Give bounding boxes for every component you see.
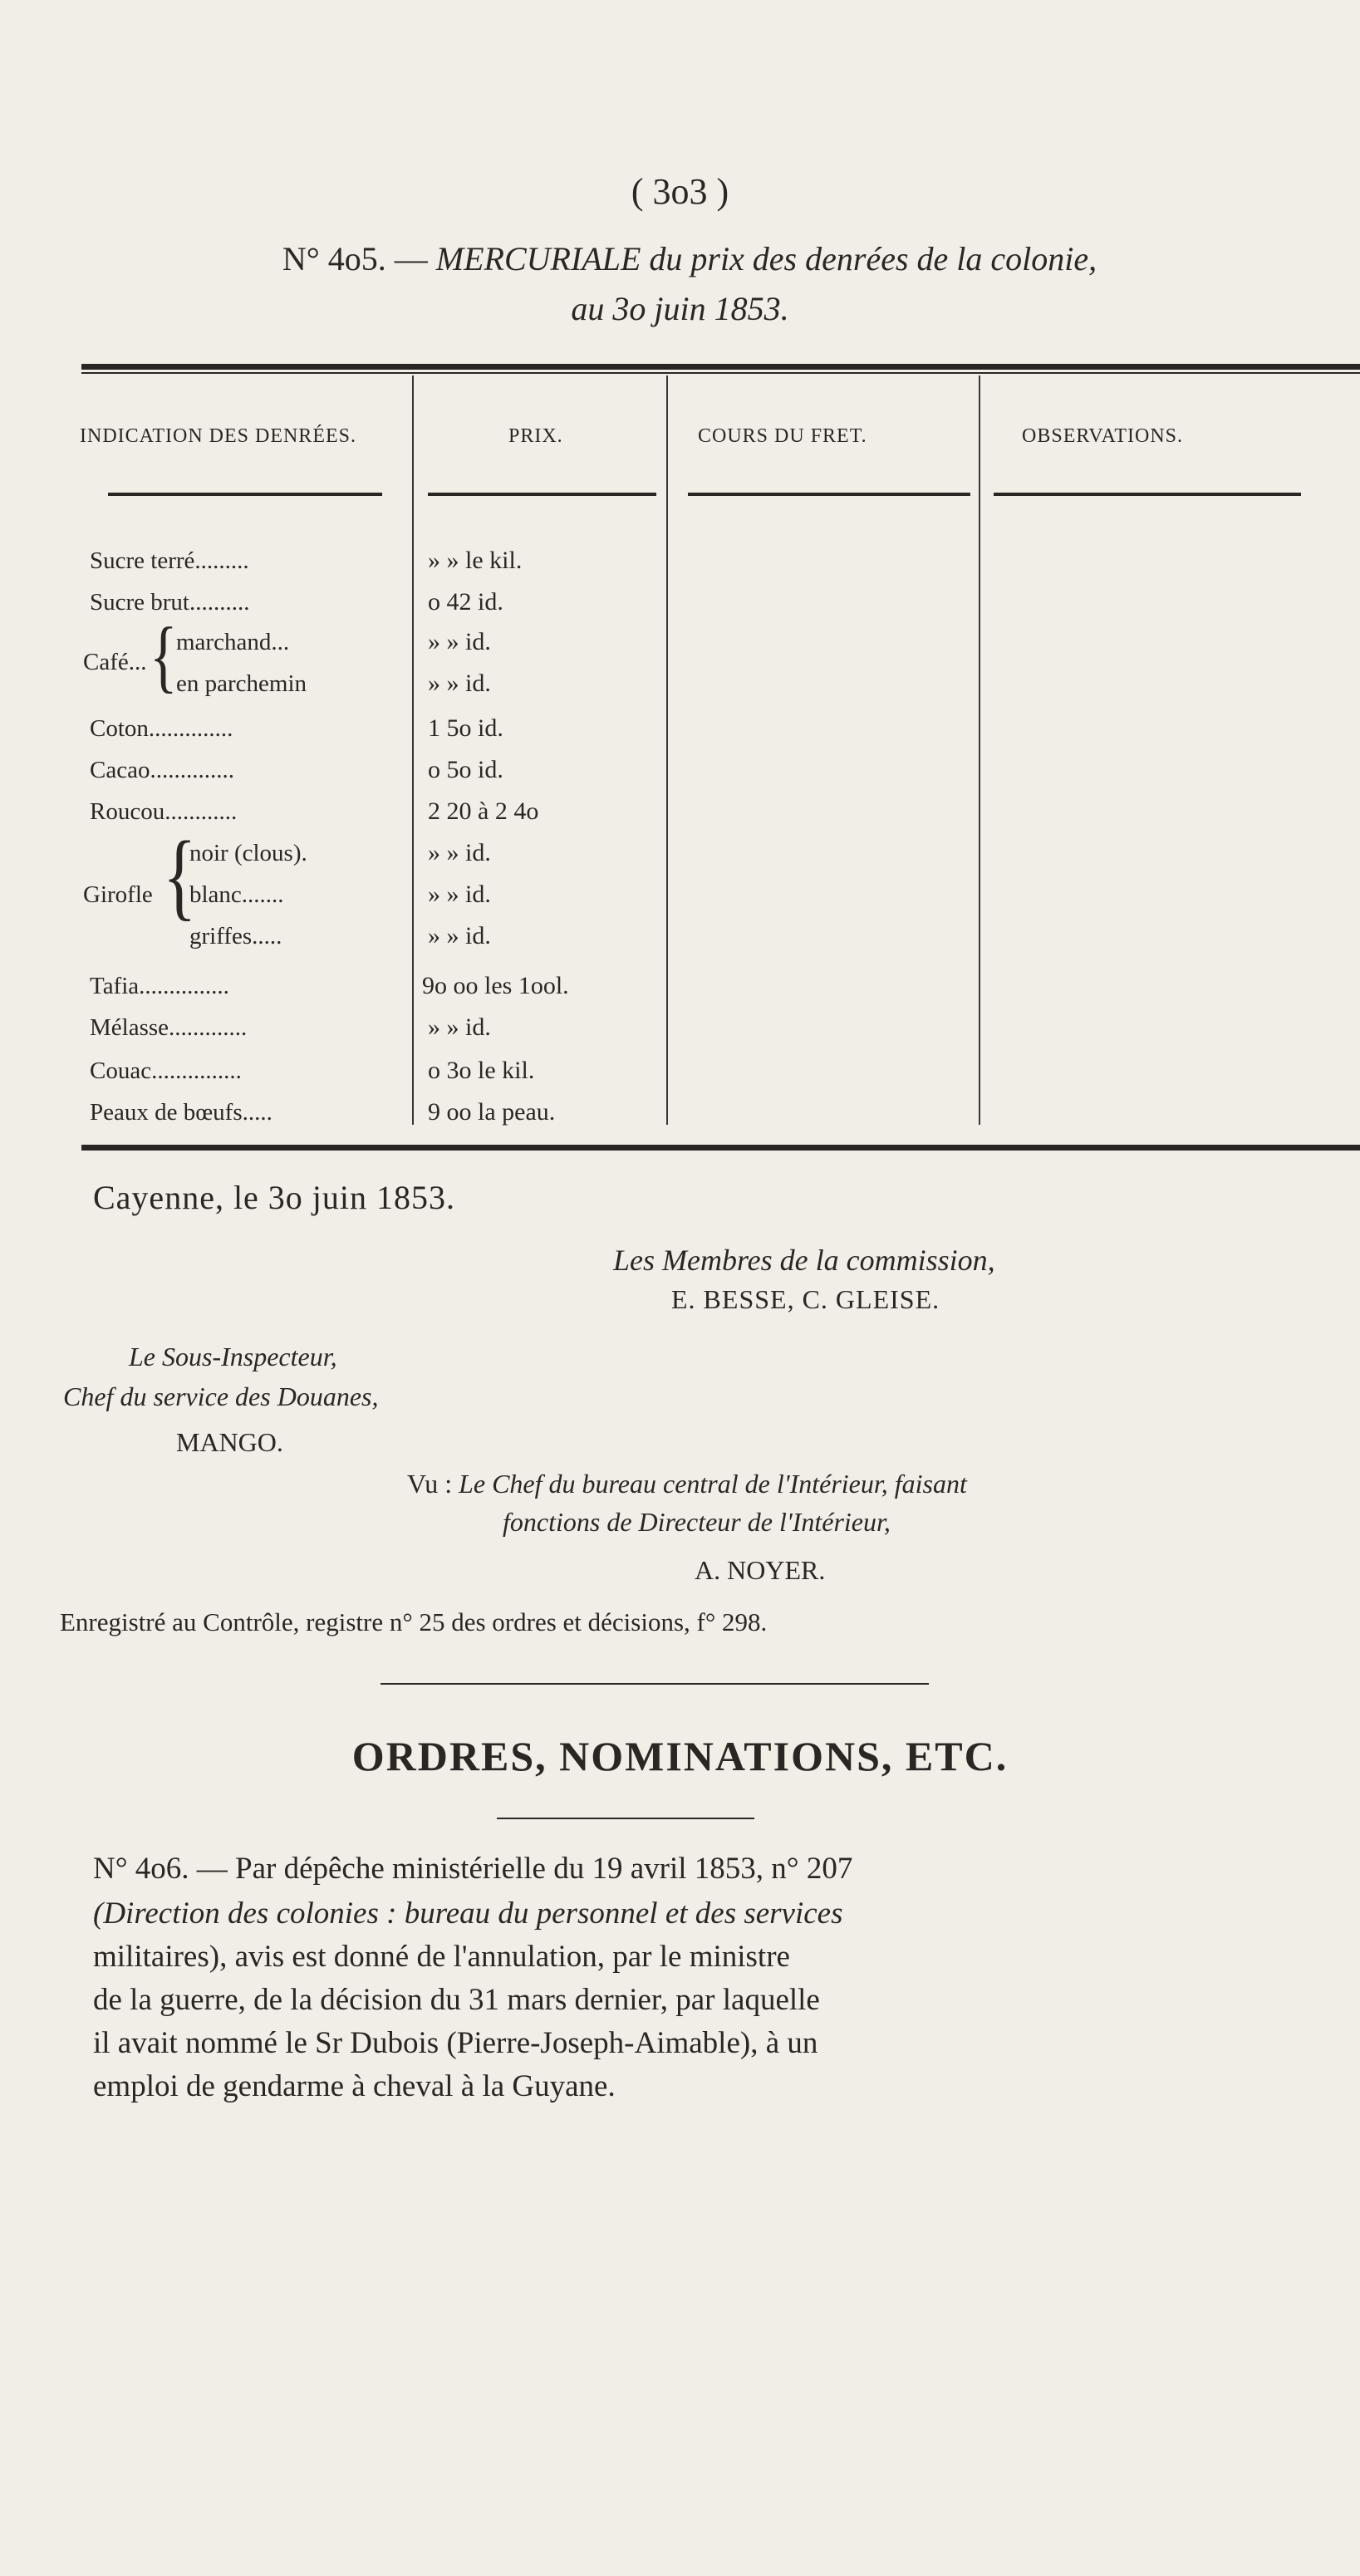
table-row-label: Sucre brut.......... bbox=[90, 589, 250, 616]
divider bbox=[497, 1818, 754, 1819]
heading-date: au 3o juin 1853. bbox=[571, 290, 789, 327]
column-divider bbox=[666, 375, 668, 1125]
table-row-price: 1 5o id. bbox=[428, 714, 503, 742]
table-row-price: 9o oo les 1ool. bbox=[422, 972, 569, 999]
table-row-label: blanc....... bbox=[189, 881, 284, 908]
table-row-label: Peaux de bœufs..... bbox=[90, 1099, 272, 1126]
section-title: ORDRES, NOMINATIONS, ETC. bbox=[351, 1733, 1009, 1779]
heading-title: MERCURIALE du prix des denrées de la colonie, bbox=[435, 240, 1097, 277]
table-row-price: o 42 id. bbox=[428, 588, 503, 616]
table-row-price: » » id. bbox=[428, 839, 491, 866]
paragraph-line: il avait nommé le Sr Dubois (Pierre-Joseph-Aimable), à un bbox=[93, 2026, 818, 2060]
commission-title: Les Membres de la commission, bbox=[613, 1244, 995, 1277]
table-row-price: » » id. bbox=[428, 922, 491, 949]
table-row-price: » » id. bbox=[428, 1013, 491, 1041]
table-row-label: noir (clous). bbox=[189, 840, 307, 866]
table-row-label: Couac............... bbox=[90, 1057, 242, 1084]
table-row-label: griffes..... bbox=[189, 923, 282, 949]
vu-block bbox=[407, 1469, 967, 1499]
brace: { bbox=[150, 611, 178, 702]
inspector-name: MANGO. bbox=[176, 1427, 283, 1457]
table-row-price: » » le kil. bbox=[428, 547, 523, 574]
heading-dash: — bbox=[394, 240, 428, 277]
inspector-title: Le Sous-Inspecteur, bbox=[129, 1342, 337, 1371]
table-row-price: » » id. bbox=[428, 881, 491, 908]
inspector-service: Chef du service des Douanes, bbox=[63, 1381, 379, 1411]
table-bottom-rule bbox=[81, 1145, 1360, 1151]
table-row-group: Café... bbox=[83, 649, 147, 675]
table-row-label: Cacao.............. bbox=[90, 757, 234, 783]
table-row-label: Roucou............ bbox=[90, 798, 238, 825]
decree-number: N° 4o5. bbox=[282, 240, 386, 277]
header-underline bbox=[688, 493, 970, 496]
header-underline bbox=[108, 493, 382, 496]
commission-names: E. BESSE, C. GLEISE. bbox=[671, 1284, 940, 1314]
table-top-rule-thin bbox=[81, 372, 1360, 374]
table-row-label: Tafia............... bbox=[90, 973, 229, 999]
table-row-price: o 5o id. bbox=[428, 756, 503, 783]
registration-note: Enregistré au Contrôle, registre n° 25 des ordres et décisions, f° 298. bbox=[60, 1607, 768, 1636]
brace: { bbox=[163, 822, 197, 930]
column-header-fret: COURS DU FRET. bbox=[698, 425, 867, 447]
table-row-price: 9 oo la peau. bbox=[428, 1098, 556, 1126]
vu-name: A. NOYER. bbox=[695, 1555, 826, 1585]
column-divider bbox=[412, 375, 414, 1125]
paragraph-line: N° 4o6. — Par dépêche ministérielle du 19 avril 1853, n° 207 bbox=[93, 1852, 853, 1886]
column-header-prix: PRIX. bbox=[508, 425, 563, 447]
divider bbox=[381, 1683, 929, 1685]
table-row-group: Girofle bbox=[83, 881, 153, 908]
table-row-price: o 3o le kil. bbox=[428, 1057, 535, 1084]
heading-line-1 bbox=[58, 239, 1321, 278]
table-row-label: marchand... bbox=[176, 629, 290, 655]
vu-function: fonctions de Directeur de l'Intérieur, bbox=[503, 1507, 891, 1537]
header-underline bbox=[428, 493, 656, 496]
place-date: Cayenne, le 3o juin 1853. bbox=[93, 1179, 456, 1216]
table-row-price: » » id. bbox=[428, 670, 491, 697]
page-number: ( 3o3 ) bbox=[631, 171, 729, 212]
column-divider bbox=[979, 375, 980, 1125]
table-row-price: 2 20 à 2 4o bbox=[428, 797, 539, 825]
paragraph-line: (Direction des colonies : bureau du personnel et des services bbox=[93, 1896, 843, 1931]
table-row-label: en parchemin bbox=[176, 670, 307, 697]
table-row-label: Coton.............. bbox=[90, 715, 233, 742]
table-top-rule bbox=[81, 364, 1360, 370]
paragraph-line: de la guerre, de la décision du 31 mars dernier, par laquelle bbox=[93, 1983, 820, 2017]
paragraph-line: emploi de gendarme à cheval à la Guyane. bbox=[93, 2069, 616, 2103]
vu-prefix: Vu : bbox=[407, 1469, 453, 1499]
header-underline bbox=[994, 493, 1301, 496]
table-row-label: Sucre terré......... bbox=[90, 547, 249, 574]
table-row-price: » » id. bbox=[428, 628, 491, 655]
vu-text: Le Chef du bureau central de l'Intérieur, faisant bbox=[459, 1469, 967, 1499]
paragraph-line: militaires), avis est donné de l'annulation, par le ministre bbox=[93, 1940, 790, 1974]
column-header-observations: OBSERVATIONS. bbox=[1022, 425, 1184, 447]
table-row-label: Mélasse............. bbox=[90, 1014, 248, 1041]
column-header-denrees: INDICATION DES DENRÉES. bbox=[80, 425, 356, 447]
